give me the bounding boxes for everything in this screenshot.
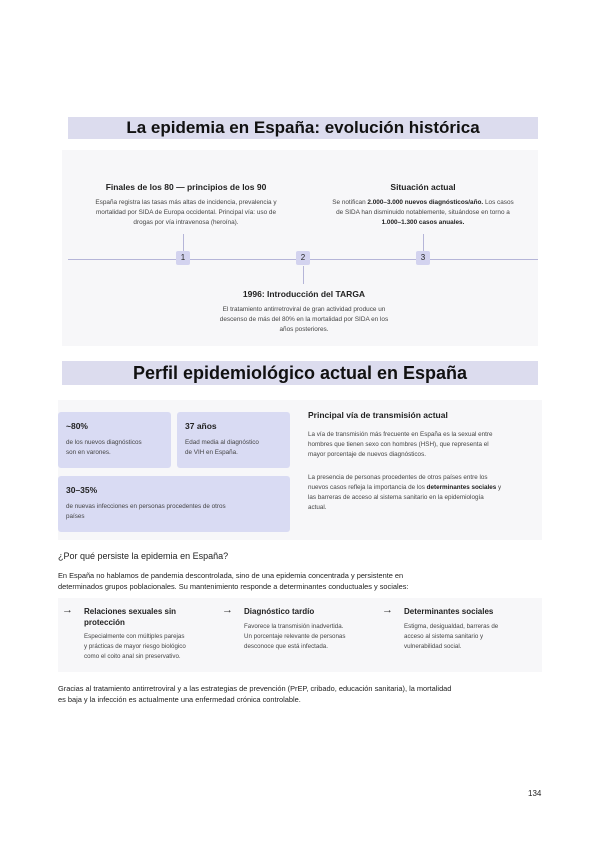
timeline-node-3: 3 [416, 251, 430, 265]
question-heading: ¿Por qué persiste la epidemia en España? [58, 551, 229, 561]
timeline-event-1 [86, 182, 286, 228]
timeline-node-1: 1 [176, 251, 190, 265]
transmission-paragraph-1: La vía de transmisión más frecuente en España es la sexual entre hombres que tienen sexo con hombres (HSH), que representa el mayor porcentaje de nuevos diagnósticos. [308, 431, 493, 458]
timeline-event-3 [318, 182, 528, 228]
transmission-paragraph-2: La presencia de personas procedentes de otros países entre los nuevos casos refleja la importancia de los determinantes sociales y las barreras de acceso al sistema sanitario en la epidemiología actual. [308, 474, 502, 511]
stat-text: de nuevas infecciones en personas procedentes de otros países [66, 503, 226, 520]
arrow-right-icon: → [62, 604, 73, 616]
event-text: Se notifican 2.000–3.000 nuevos diagnósticos/año. Los casos de SIDA han disminuido notablemente, situándose en torno a 1.000–1.300 casos anuales. [332, 199, 514, 226]
event-text: El tratamiento antirretroviral de gran actividad produce un descenso de más del 80% en la mortalidad por SIDA en los años posteriores. [219, 306, 389, 333]
stat-card-age [177, 412, 290, 468]
determinant-heading: Diagnóstico tardío [244, 607, 315, 616]
stat-card-men [58, 412, 171, 468]
determinant-heading: Determinantes sociales [404, 607, 494, 616]
stat-text: Edad media al diagnóstico de VIH en España. [185, 439, 259, 456]
stat-card-migrants [58, 476, 290, 532]
intro-paragraph: En España no hablamos de pandemia descontrolada, sino de una epidemia concentrada y persistente en determinados grupos poblacionales. Su mantenimiento responde a determinantes conductuales y sociales: [58, 571, 409, 591]
determinant-text: Estigma, desigualdad, barreras de acceso al sistema sanitario y vulnerabilidad social. [404, 623, 499, 650]
timeline-event-2 [194, 289, 414, 335]
page-number: 134 [528, 789, 542, 798]
determinant-heading: Relaciones sexuales sin protección [84, 607, 177, 627]
section-title-profile: Perfil epidemiológico actual en España [62, 361, 538, 385]
arrow-right-icon: → [382, 604, 393, 616]
connector-2 [303, 266, 304, 284]
event-text: España registra las tasas más altas de incidencia, prevalencia y mortalidad por SIDA de Europa occidental. Principal vía: uso de drogas por vía intravenosa (heroína). [95, 199, 277, 226]
stat-text: de los nuevos diagnósticos son en varones. [66, 439, 142, 456]
connector-1 [183, 234, 184, 252]
event-heading: 1996: Introducción del TARGA [242, 289, 366, 299]
arrow-right-icon: → [222, 604, 233, 616]
event-heading: Situación actual [390, 182, 456, 192]
stat-value: 30–35% [66, 485, 98, 495]
determinant-text: Favorece la transmisión inadvertida. Un porcentaje relevante de personas desconoce que está infectada. [244, 623, 346, 650]
connector-3 [423, 234, 424, 252]
timeline-node-2: 2 [296, 251, 310, 265]
transmission-heading: Principal vía de transmisión actual [308, 410, 448, 420]
conclusion-paragraph: Gracias al tratamiento antirretroviral y a las estrategias de prevención (PrEP, cribado, educación sanitaria), la mortalidad es baja y la infección es actualmente una enfermedad crónica controlable. [58, 684, 452, 704]
stat-value: ~80% [66, 421, 88, 431]
stat-value: 37 años [185, 421, 217, 431]
determinant-text: Especialmente con múltiples parejas y prácticas de mayor riesgo biológico como el coito anal sin preservativo. [84, 633, 186, 660]
section-title-history: La epidemia en España: evolución histórica [68, 117, 538, 139]
event-heading: Finales de los 80 — principios de los 90 [105, 182, 267, 192]
